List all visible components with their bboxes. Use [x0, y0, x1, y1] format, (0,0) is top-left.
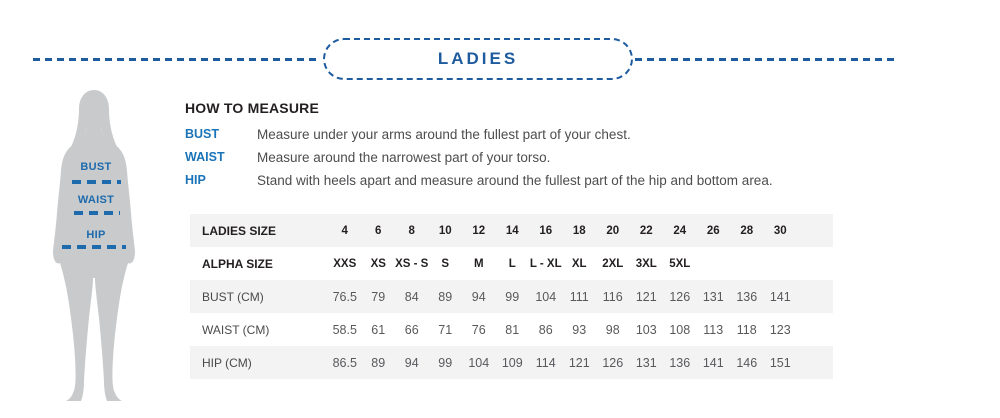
table-cell-filler — [797, 247, 833, 280]
table-cell: 126 — [669, 289, 691, 304]
table-cell: 71 — [438, 322, 453, 337]
table-cell: 136 — [736, 289, 758, 304]
figure-hip-label: HIP — [86, 229, 106, 241]
table-cell: 20 — [606, 224, 620, 237]
table-cell: 121 — [635, 289, 657, 304]
measurement-figure — [32, 90, 162, 402]
table-cell: 114 — [535, 355, 556, 370]
table-cell: 136 — [669, 355, 691, 370]
table-cell: M — [473, 257, 484, 270]
figure-bust-line — [72, 180, 121, 184]
table-row — [190, 346, 833, 379]
table-cell: 76.5 — [332, 289, 357, 304]
instruction-label: BUST — [185, 127, 220, 141]
table-cell: 86 — [538, 322, 553, 337]
table-cell: 89 — [371, 355, 386, 370]
table-cell: 108 — [669, 322, 691, 337]
table-cell: 104 — [468, 355, 490, 370]
table-cell: 81 — [505, 322, 520, 337]
table-cell: 99 — [505, 289, 520, 304]
table-cell — [764, 247, 798, 280]
table-cell: XL — [571, 257, 587, 270]
table-cell: 76 — [471, 322, 486, 337]
table-cell: L - XL — [529, 257, 562, 270]
table-cell: 4 — [341, 224, 348, 237]
how-to-measure-title: HOW TO MEASURE — [185, 100, 319, 116]
size-table — [190, 214, 833, 379]
table-row — [190, 247, 833, 280]
table-cell: 3XL — [635, 257, 657, 270]
table-cell: XXS — [333, 257, 357, 270]
header-dashed-line-right — [635, 58, 897, 61]
table-cell-filler — [797, 346, 833, 379]
table-cell-filler — [797, 313, 833, 346]
table-cell: 58.5 — [332, 322, 357, 337]
table-row — [190, 280, 833, 313]
how-to-measure-section — [185, 100, 905, 192]
table-cell: 123 — [769, 322, 791, 337]
table-cell: 86.5 — [332, 355, 357, 370]
row-label: ALPHA SIZE — [202, 256, 273, 271]
table-cell: XS — [370, 257, 386, 270]
table-cell: 146 — [736, 355, 758, 370]
row-label: WAIST (CM) — [202, 322, 270, 337]
table-cell-filler — [797, 280, 833, 313]
measure-instruction-bust — [185, 123, 905, 146]
table-cell: 118 — [736, 322, 757, 337]
table-cell: 126 — [602, 355, 624, 370]
figure-bust-label: BUST — [80, 161, 112, 173]
table-cell: 121 — [568, 355, 590, 370]
table-cell: 28 — [740, 224, 754, 237]
table-cell: XS - S — [395, 257, 429, 270]
table-cell: 116 — [602, 289, 623, 304]
table-cell: 10 — [438, 224, 452, 237]
figure-waist-label: WAIST — [77, 194, 115, 206]
table-cell: 111 — [569, 289, 589, 304]
instruction-label: HIP — [185, 173, 206, 187]
table-cell: 24 — [673, 224, 687, 237]
table-cell: 30 — [773, 224, 787, 237]
table-cell: 6 — [375, 224, 382, 237]
table-cell: 18 — [572, 224, 586, 237]
table-cell: 16 — [539, 224, 553, 237]
table-cell: 98 — [605, 322, 620, 337]
table-cell: 66 — [404, 322, 419, 337]
measure-instruction-waist — [185, 146, 905, 169]
table-cell: L — [508, 257, 516, 270]
table-cell: 8 — [408, 224, 415, 237]
row-label: BUST (CM) — [202, 289, 264, 304]
table-cell: 131 — [635, 355, 657, 370]
size-table-body — [190, 214, 833, 379]
table-cell: 141 — [702, 355, 724, 370]
instruction-text: Stand with heels apart and measure around the fullest part of the hip and bottom area. — [257, 173, 773, 188]
table-row — [190, 214, 833, 247]
table-cell: 109 — [501, 355, 523, 370]
section-title: LADIES — [437, 49, 519, 68]
table-row — [190, 313, 833, 346]
table-cell: 141 — [769, 289, 791, 304]
table-cell: 94 — [404, 355, 419, 370]
table-cell: S — [441, 257, 450, 270]
table-cell: 131 — [702, 289, 724, 304]
table-cell — [730, 247, 764, 280]
row-label: HIP (CM) — [202, 355, 252, 370]
table-cell: 94 — [471, 289, 486, 304]
table-cell: 93 — [572, 322, 587, 337]
table-cell: 84 — [404, 289, 419, 304]
instruction-text: Measure around the narrowest part of your torso. — [257, 150, 551, 165]
table-cell: 22 — [639, 224, 653, 237]
table-cell: 14 — [505, 224, 519, 237]
instruction-label: WAIST — [185, 150, 225, 164]
table-cell: 103 — [635, 322, 657, 337]
table-cell: 5XL — [669, 257, 691, 270]
figure-hip-line — [62, 245, 126, 249]
row-label: LADIES SIZE — [202, 223, 277, 238]
table-cell: 79 — [371, 289, 386, 304]
instruction-text: Measure under your arms around the fullest part of your chest. — [257, 127, 631, 142]
table-cell: 89 — [438, 289, 453, 304]
section-title-pill — [323, 38, 633, 80]
table-cell: 2XL — [602, 257, 624, 270]
table-cell: 113 — [703, 322, 724, 337]
table-cell: 61 — [371, 322, 386, 337]
table-cell: 99 — [438, 355, 453, 370]
measure-instruction-hip — [185, 169, 905, 192]
table-cell-filler — [797, 214, 833, 247]
table-cell — [697, 247, 731, 280]
table-cell: 26 — [706, 224, 720, 237]
table-cell: 104 — [535, 289, 557, 304]
header-dashed-line-left — [33, 58, 321, 61]
figure-waist-line — [74, 211, 120, 215]
table-cell: 151 — [769, 355, 791, 370]
table-cell: 12 — [472, 224, 486, 237]
